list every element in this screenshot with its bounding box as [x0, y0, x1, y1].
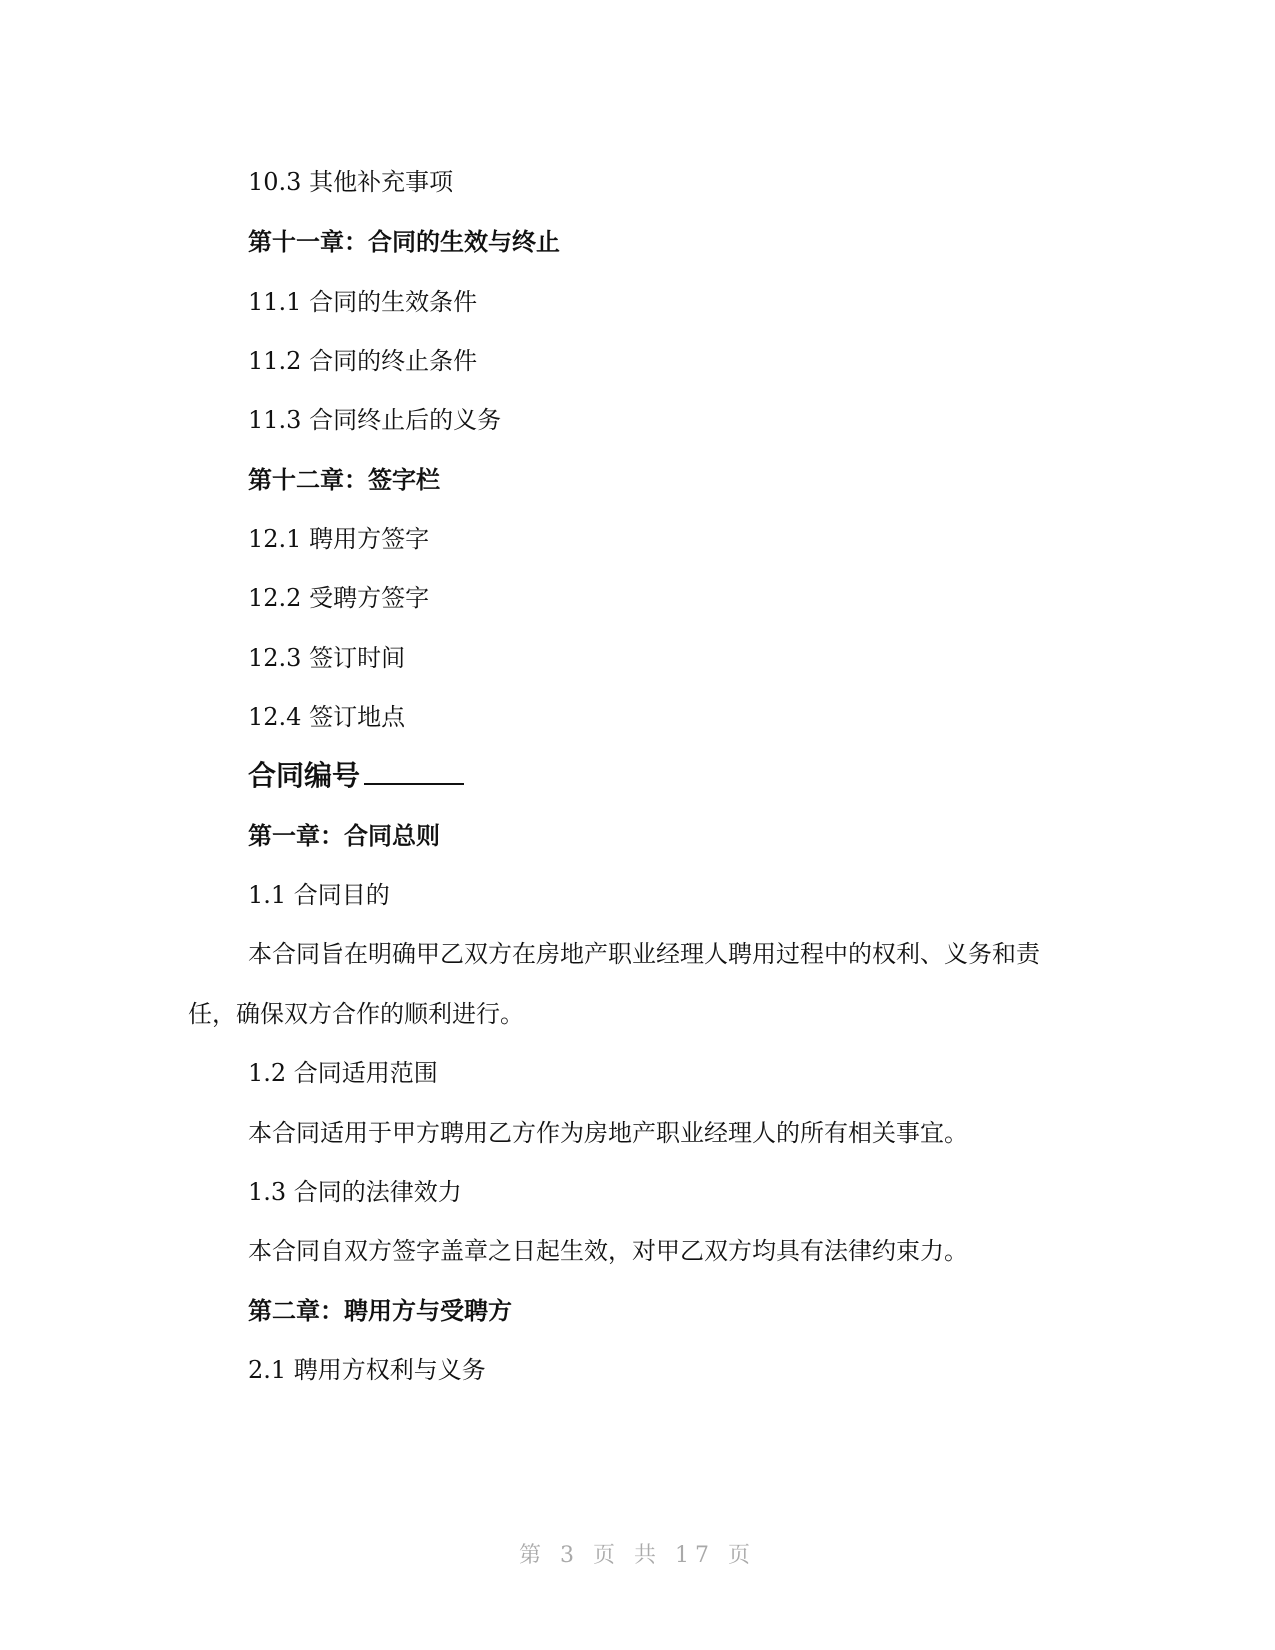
section-1-3-text: 本合同自双方签字盖章之日起生效，对甲乙双方均具有法律约束力。	[248, 1237, 968, 1265]
section-12-1: 12.1 聘用方签字	[248, 525, 430, 553]
chapter-2-heading: 第二章：聘用方与受聘方	[248, 1297, 512, 1325]
section-1-1: 1.1 合同目的	[248, 881, 390, 909]
chapter-1-heading: 第一章：合同总则	[248, 822, 440, 850]
contract-number-title	[248, 758, 464, 794]
section-1-2-text: 本合同适用于甲方聘用乙方作为房地产职业经理人的所有相关事宜。	[248, 1119, 968, 1147]
page-number-footer: 第 3 页 共 17 页	[519, 1543, 756, 1568]
section-12-2: 12.2 受聘方签字	[248, 584, 430, 612]
section-2-1: 2.1 聘用方权利与义务	[248, 1356, 486, 1384]
contract-number-blank	[364, 783, 464, 785]
contract-number-label: 合同编号	[248, 759, 361, 792]
chapter-11-heading: 第十一章：合同的生效与终止	[248, 228, 560, 256]
section-11-1: 11.1 合同的生效条件	[248, 288, 478, 316]
section-11-2: 11.2 合同的终止条件	[248, 347, 478, 375]
section-12-3: 12.3 签订时间	[248, 644, 406, 672]
section-10-3: 10.3 其他补充事项	[248, 168, 454, 196]
section-1-3: 1.3 合同的法律效力	[248, 1178, 462, 1206]
section-1-1-text-line2: 任，确保双方合作的顺利进行。	[188, 1000, 524, 1028]
section-12-4: 12.4 签订地点	[248, 703, 406, 731]
section-1-2: 1.2 合同适用范围	[248, 1059, 438, 1087]
chapter-12-heading: 第十二章：签字栏	[248, 466, 440, 494]
section-1-1-text-line1: 本合同旨在明确甲乙双方在房地产职业经理人聘用过程中的权利、义务和责	[248, 940, 1040, 968]
section-11-3: 11.3 合同终止后的义务	[248, 406, 502, 434]
